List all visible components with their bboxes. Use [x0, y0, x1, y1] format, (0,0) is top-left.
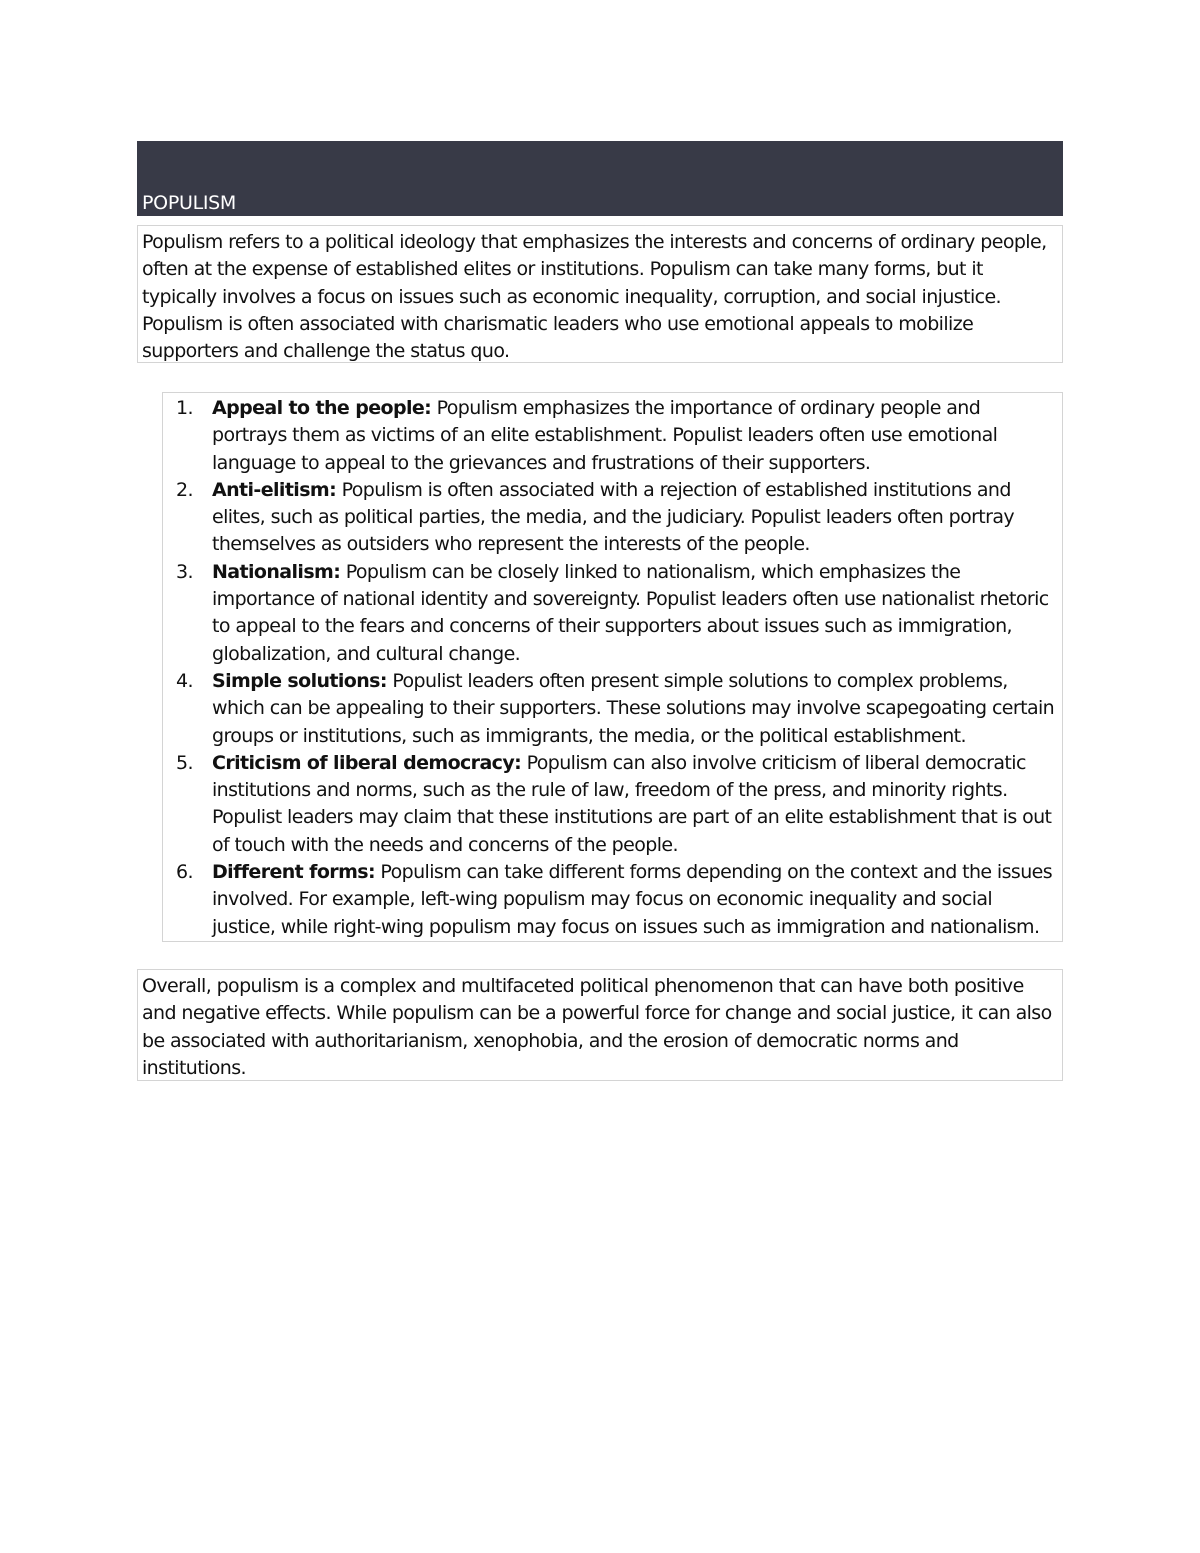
list-item-text: Populism is often associated with a rejection of established institutions and elites, such as political parties, the media, and the judiciary. Populist leaders often portray themselves as outsiders who represent the interests of the people. [212, 478, 1015, 556]
list-item-term: Different forms: [212, 861, 375, 884]
list-item-text: Populism can take different forms depending on the context and the issues involved. For example, left-wing populism may focus on economic inequality and social justice, while right-wing populism may focus on issues such as immigration and nationalism. [212, 861, 1053, 938]
list-item [163, 477, 1060, 559]
list-item-number: 3. [176, 560, 193, 583]
list-item-term: Criticism of liberal democracy: [212, 751, 522, 774]
list-item-number: 6. [176, 861, 193, 884]
conclusion-paragraph: Overall, populism is a complex and multifaceted political phenomenon that can have both positive and negative effects. While populism can be a powerful force for change and social justice, it can also be associated with authoritarianism, xenophobia, and the erosion of democratic norms and institutions. [137, 969, 1063, 1081]
page-title: POPULISM [142, 192, 237, 214]
list-item-number: 1. [176, 397, 193, 419]
list-item-text: Populist leaders often present simple solutions to complex problems, which can be appealing to their supporters. These solutions may involve scapegoating certain groups or institutions, such as immigrants, the media, or the political establishment. [212, 669, 1055, 747]
list-item-term: Simple solutions: [212, 669, 387, 692]
list-item [163, 395, 1060, 477]
list-item-number: 5. [176, 751, 193, 774]
list-item-term: Nationalism: [212, 560, 341, 583]
list-item-text: Populism can also involve criticism of liberal democratic institutions and norms, such as the rule of law, freedom of the press, and minority rights. Populist leaders may claim that these institutions are part of an elite establishment that is out of touch with the needs and concerns of the people. [212, 751, 1052, 856]
list-item-text: Populism can be closely linked to nationalism, which emphasizes the importance of national identity and sovereignty. Populist leaders often use nationalist rhetoric to appeal to the fears and concerns of their supporters about issues such as immigration, globalization, and cultural change. [212, 560, 1049, 665]
list-item-text: Populism emphasizes the importance of ordinary people and portrays them as victims of an elite establishment. Populist leaders often use emotional language to appeal to the grievances and frustrations of their supporters. [212, 397, 998, 474]
list-item-number: 4. [176, 669, 193, 692]
list-item [163, 750, 1060, 859]
list-item [163, 668, 1060, 750]
list-item-number: 2. [176, 478, 193, 501]
intro-paragraph: Populism refers to a political ideology that emphasizes the interests and concerns of ordinary people, often at the expense of established elites or institutions. Populism can take many forms, but it typically involves a focus on issues such as economic inequality, corruption, and social injustice. Populism is often associated with charismatic leaders who use emotional appeals to mobilize supporters and challenge the status quo. [137, 225, 1063, 363]
list-item [163, 559, 1060, 668]
list-item [163, 859, 1060, 941]
section-header-bar [137, 141, 1063, 216]
key-points-box [162, 392, 1063, 942]
key-points-list [163, 395, 1060, 941]
list-item-term: Anti-elitism: [212, 478, 337, 501]
list-item-term: Appeal to the people: [212, 397, 432, 419]
